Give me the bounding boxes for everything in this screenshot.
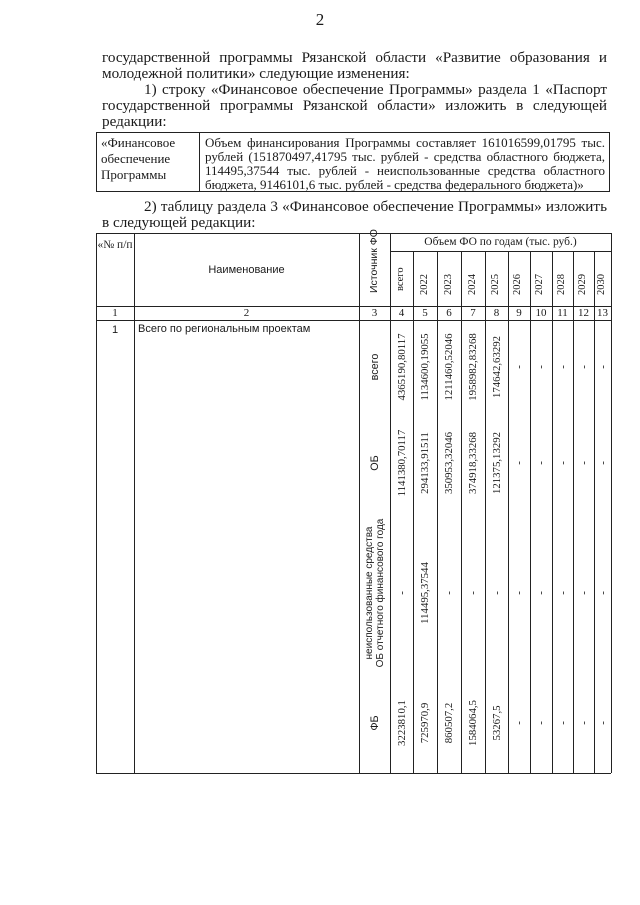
value-text: - xyxy=(535,721,547,725)
passport-text-4: бюджета, 9146101,6 тыс. рублей - средства федерального бюджета)» xyxy=(205,177,584,192)
value-text: 374918,33268 xyxy=(467,431,479,495)
header-year-2026: 2026 xyxy=(512,274,523,295)
value-cell xyxy=(485,673,508,773)
value-cell xyxy=(530,413,552,513)
value-cell xyxy=(594,413,611,513)
value-text: - xyxy=(513,591,525,595)
passport-text-1: Объем финансирования Программы составляет 161016599,01795 тыс. xyxy=(205,135,605,150)
colnum-2: 2 xyxy=(243,307,250,319)
value-cell xyxy=(390,321,413,413)
value-cell xyxy=(573,513,594,673)
value-text: - xyxy=(535,365,547,369)
value-text: - xyxy=(513,461,525,465)
value-cell xyxy=(461,513,485,673)
row-name: Всего по региональным проектам xyxy=(138,323,311,335)
value-cell xyxy=(508,673,530,773)
value-cell xyxy=(461,321,485,413)
header-year-2027: 2027 xyxy=(534,274,545,295)
value-cell xyxy=(390,413,413,513)
value-text: - xyxy=(513,365,525,369)
header-source: Источник ФО xyxy=(368,229,380,293)
colnum-9: 9 xyxy=(516,307,522,319)
header-total: всего xyxy=(395,267,406,291)
value-cell xyxy=(573,673,594,773)
header-year-2030: 2030 xyxy=(596,274,607,295)
value-text: 174642,63292 xyxy=(490,335,503,399)
value-cell xyxy=(530,513,552,673)
passport-text-3: 114495,37544 тыс. рублей - неиспользованные средства областного xyxy=(205,163,605,178)
value-text: - xyxy=(490,591,503,595)
value-text: - xyxy=(577,365,590,369)
value-text: - xyxy=(535,461,547,465)
value-text: - xyxy=(556,365,569,369)
value-text: 1958982,83268 xyxy=(467,333,479,401)
colnum-10: 10 xyxy=(535,307,547,319)
value-text: 114495,37544 xyxy=(419,562,431,624)
value-cell xyxy=(594,673,611,773)
value-text: - xyxy=(556,461,569,465)
value-cell xyxy=(461,413,485,513)
page-number: 2 xyxy=(315,10,325,29)
passport-label-2: обеспечение xyxy=(101,151,171,166)
value-text: - xyxy=(577,721,590,725)
value-text: 4365190,80117 xyxy=(395,333,408,401)
value-cell xyxy=(552,513,573,673)
colnum-3: 3 xyxy=(371,307,378,319)
value-cell xyxy=(461,673,485,773)
intro-line-1: государственной программы Рязанской области «Развитие образования и xyxy=(102,49,607,66)
value-cell xyxy=(530,673,552,773)
value-text: 1584064,5 xyxy=(467,700,479,746)
passport-label-3: Программы xyxy=(101,167,167,182)
value-cell xyxy=(508,321,530,413)
value-text: - xyxy=(443,591,455,595)
value-text: 725970,9 xyxy=(419,702,431,744)
value-cell xyxy=(413,413,437,513)
value-text: 3223810,1 xyxy=(395,700,408,746)
value-text: - xyxy=(467,591,479,595)
value-text: 1134600,19055 xyxy=(419,333,431,401)
header-year-2023: 2023 xyxy=(443,274,454,295)
value-cell xyxy=(437,513,461,673)
value-cell xyxy=(390,673,413,773)
value-text: - xyxy=(513,721,525,725)
header-year-2029: 2029 xyxy=(577,274,588,295)
value-text: - xyxy=(556,721,569,725)
value-cell xyxy=(594,321,611,413)
value-cell xyxy=(437,321,461,413)
header-volume: Объем ФО по годам (тыс. руб.) xyxy=(424,236,577,248)
value-cell xyxy=(485,413,508,513)
value-text: - xyxy=(577,591,590,595)
colnum-1: 1 xyxy=(112,307,118,319)
header-name: Наименование xyxy=(208,264,285,276)
header-num: «№ п/п xyxy=(97,239,133,251)
value-text: 294133,91511 xyxy=(419,432,431,494)
value-cell xyxy=(508,413,530,513)
colnum-12: 12 xyxy=(578,307,589,319)
colnum-7: 7 xyxy=(470,307,476,319)
value-cell xyxy=(573,321,594,413)
source-unused-ob: неиспользованные средства ОБ отчетного финансового года xyxy=(363,518,386,668)
value-text: 121375,13292 xyxy=(490,431,503,495)
value-cell xyxy=(413,513,437,673)
value-cell xyxy=(437,413,461,513)
value-text: - xyxy=(596,461,609,465)
value-text: - xyxy=(596,591,609,595)
source-ob: ОБ xyxy=(368,455,381,471)
header-year-2024: 2024 xyxy=(467,274,478,295)
value-cell xyxy=(485,321,508,413)
value-text: - xyxy=(596,721,609,725)
item2-line-2: в следующей редакции: xyxy=(102,214,256,231)
value-text: 53267,5 xyxy=(490,705,503,741)
colnum-13: 13 xyxy=(597,307,608,319)
source-fb: ФБ xyxy=(368,715,381,731)
value-text: 350953,32046 xyxy=(443,431,455,495)
value-cell xyxy=(390,513,413,673)
header-year-2025: 2025 xyxy=(490,274,501,295)
colnum-5: 5 xyxy=(422,307,428,319)
financing-table xyxy=(96,229,611,773)
value-cell xyxy=(552,673,573,773)
passport-table xyxy=(96,132,610,192)
colnum-8: 8 xyxy=(493,307,500,319)
header-year-2022: 2022 xyxy=(419,274,430,295)
item2-line-1: 2) таблицу раздела 3 «Финансовое обеспечение Программы» изложить xyxy=(144,198,607,215)
item1-line-1: 1) строку «Финансовое обеспечение Программы» раздела 1 «Паспорт xyxy=(144,81,607,98)
passport-text-2: рублей (151870497,41795 тыс. рублей - средства областного бюджета, xyxy=(205,149,605,164)
value-text: - xyxy=(577,461,590,465)
colnum-11: 11 xyxy=(557,307,568,319)
value-cell xyxy=(485,513,508,673)
value-cell xyxy=(552,413,573,513)
intro-line-2: молодежной политики» следующие изменения: xyxy=(102,65,410,82)
passport-label-1: «Финансовое xyxy=(101,135,176,150)
item1-line-3: редакции: xyxy=(102,113,167,130)
value-cell xyxy=(573,413,594,513)
value-cell xyxy=(437,673,461,773)
value-cell xyxy=(413,321,437,413)
value-text: - xyxy=(556,591,569,595)
colnum-6: 6 xyxy=(446,307,452,319)
value-text: 1211460,52046 xyxy=(443,333,455,401)
value-text: 860507,2 xyxy=(443,702,455,744)
value-cell xyxy=(413,673,437,773)
value-cell xyxy=(530,321,552,413)
value-text: - xyxy=(395,591,408,595)
source-total: всего xyxy=(368,353,381,381)
value-cell xyxy=(552,321,573,413)
value-text: 1141380,70117 xyxy=(395,429,408,497)
value-cell xyxy=(508,513,530,673)
row-num: 1 xyxy=(111,324,119,336)
colnum-4: 4 xyxy=(398,307,405,319)
value-text: - xyxy=(535,591,547,595)
header-year-2028: 2028 xyxy=(556,274,567,295)
value-text: - xyxy=(596,365,609,369)
value-cell xyxy=(594,513,611,673)
item1-line-2: государственной программы Рязанской области» изложить в следующей xyxy=(102,97,607,114)
